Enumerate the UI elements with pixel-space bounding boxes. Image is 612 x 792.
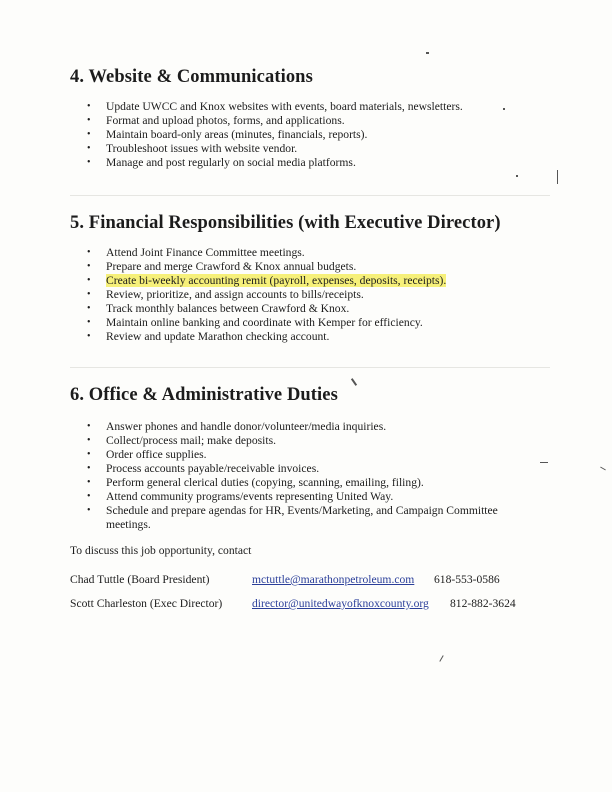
list-item: • Troubleshoot issues with website vendor. <box>70 142 550 156</box>
contact-phone: 618-553-0586 <box>434 573 500 586</box>
list-item: • Maintain board-only areas (minutes, financials, reports). <box>70 128 550 142</box>
bullet-list <box>70 246 550 344</box>
section-website-communications <box>70 66 550 170</box>
contact-name: Scott Charleston (Exec Director) <box>70 597 223 610</box>
list-item: • Prepare and merge Crawford & Knox annual budgets. <box>70 260 550 274</box>
contact-intro: To discuss this job opportunity, contact <box>70 544 252 557</box>
scan-speck <box>426 52 429 54</box>
list-item: • Schedule and prepare agendas for HR, Events/Marketing, and Campaign Committee meetings. <box>70 504 540 532</box>
scan-speck <box>557 170 558 184</box>
list-item: • Track monthly balances between Crawford & Knox. <box>70 302 550 316</box>
list-item-highlighted: • Create bi-weekly accounting remit (payroll, expenses, deposits, receipts). <box>70 274 550 288</box>
section-divider <box>70 367 550 368</box>
list-item: • Order office supplies. <box>70 448 540 462</box>
list-item: • Process accounts payable/receivable invoices. <box>70 462 540 476</box>
section-office-administrative <box>70 384 550 532</box>
section-heading: 4. Website & Communications <box>70 67 313 87</box>
section-heading: 5. Financial Responsibilities (with Executive Director) <box>70 213 501 233</box>
contact-row <box>70 597 570 613</box>
scan-speck <box>503 108 505 110</box>
list-item: • Update UWCC and Knox websites with events, board materials, newsletters. <box>70 100 550 114</box>
list-item: • Collect/process mail; make deposits. <box>70 434 540 448</box>
list-item: • Perform general clerical duties (copying, scanning, emailing, filing). <box>70 476 540 490</box>
list-item: • Attend community programs/events representing United Way. <box>70 490 540 504</box>
list-item: • Format and upload photos, forms, and applications. <box>70 114 550 128</box>
scan-speck <box>540 462 548 463</box>
section-divider <box>70 195 550 196</box>
list-item: • Maintain online banking and coordinate with Kemper for efficiency. <box>70 316 550 330</box>
contact-row <box>70 573 570 589</box>
scan-speck <box>600 467 606 471</box>
bullet-list <box>70 100 550 170</box>
bullet-list <box>70 420 540 532</box>
scan-speck <box>516 175 518 177</box>
list-item: • Answer phones and handle donor/volunteer/media inquiries. <box>70 420 540 434</box>
contact-phone: 812-882-3624 <box>450 597 516 610</box>
section-financial-responsibilities <box>70 212 550 344</box>
contact-email-link[interactable]: director@unitedwayofknoxcounty.org <box>252 597 429 610</box>
contact-email-link[interactable]: mctuttle@marathonpetroleum.com <box>252 573 415 586</box>
list-item: • Review and update Marathon checking account. <box>70 330 550 344</box>
contact-name: Chad Tuttle (Board President) <box>70 573 210 586</box>
list-item: • Manage and post regularly on social media platforms. <box>70 156 550 170</box>
scan-speck <box>439 655 443 662</box>
list-item: • Review, prioritize, and assign accounts to bills/receipts. <box>70 288 550 302</box>
list-item: • Attend Joint Finance Committee meetings. <box>70 246 550 260</box>
section-heading: 6. Office & Administrative Duties <box>70 385 338 405</box>
